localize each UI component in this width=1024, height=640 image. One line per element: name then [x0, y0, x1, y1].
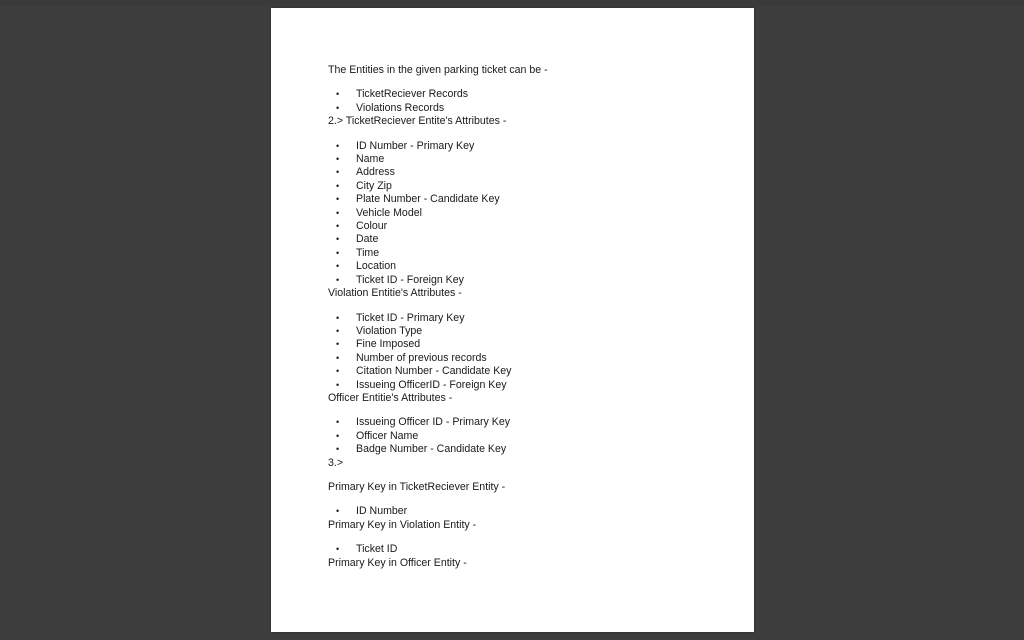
list-item	[328, 338, 738, 351]
violation-heading: Violation Entitie's Attributes -	[328, 287, 462, 300]
list-item-text: Number of previous records	[356, 351, 487, 364]
bullet-icon: •	[336, 221, 340, 232]
ticket-reciever-attributes-list	[328, 140, 738, 287]
list-item-text: Violation Type	[356, 324, 423, 337]
bullet-icon: •	[336, 247, 340, 258]
bullet-icon: •	[336, 194, 340, 205]
list-item	[328, 102, 738, 115]
section2-heading: 2.> TicketReciever Entite's Attributes -	[328, 115, 507, 128]
list-item	[328, 443, 738, 456]
bullet-icon: •	[336, 430, 340, 441]
bullet-icon: •	[336, 102, 340, 113]
bullet-icon: •	[336, 180, 340, 191]
list-item	[328, 153, 738, 166]
violation-attributes-list	[328, 312, 738, 392]
list-item-text: Badge Number - Candidate Key	[356, 443, 507, 456]
list-item	[328, 140, 738, 153]
bullet-icon: •	[336, 352, 340, 363]
entities-list	[328, 88, 738, 115]
list-item-text: Time	[356, 246, 380, 259]
list-item	[328, 379, 738, 392]
list-item	[328, 220, 738, 233]
list-item-text: Violations Records	[356, 101, 445, 114]
list-item	[328, 166, 738, 179]
section3-heading: 3.>	[328, 456, 344, 469]
list-item-text: Plate Number - Candidate Key	[356, 193, 500, 206]
list-item	[328, 193, 738, 206]
intro-text: The Entities in the given parking ticket can be -	[328, 64, 548, 76]
list-item	[328, 430, 738, 443]
list-item-text: Ticket ID - Foreign Key	[356, 273, 464, 286]
bullet-icon: •	[336, 417, 340, 428]
list-item-text: Name	[356, 153, 385, 166]
bullet-icon: •	[336, 444, 340, 455]
list-item-text: Citation Number - Candidate Key	[356, 365, 512, 378]
officer-heading: Officer Entitie's Attributes -	[328, 391, 453, 404]
list-item-text: City Zip	[356, 179, 392, 192]
list-item	[328, 312, 738, 325]
list-item-text: TicketReciever Records	[356, 88, 469, 101]
list-item	[328, 325, 738, 338]
list-item	[328, 274, 738, 287]
bullet-icon: •	[336, 140, 340, 151]
list-item-text: Fine Imposed	[356, 338, 421, 351]
bullet-icon: •	[336, 234, 340, 245]
list-item	[328, 207, 738, 220]
pk-ticket-reciever-heading: Primary Key in TicketReciever Entity -	[328, 480, 506, 493]
bullet-icon: •	[336, 544, 340, 555]
list-item	[328, 88, 738, 101]
bullet-icon: •	[336, 506, 340, 517]
list-item	[328, 505, 738, 518]
bullet-icon: •	[336, 154, 340, 165]
list-item-text: Colour	[356, 220, 388, 233]
list-item	[328, 416, 738, 429]
bullet-icon: •	[336, 339, 340, 350]
list-item-text: Address	[356, 166, 395, 179]
list-item	[328, 247, 738, 260]
list-item	[328, 352, 738, 365]
list-item-text: Vehicle Model	[356, 206, 422, 219]
list-item-text: Date	[356, 233, 379, 246]
list-item	[328, 233, 738, 246]
pk-violation-list	[328, 543, 738, 556]
pk-ticket-reciever-list	[328, 505, 738, 518]
pk-officer-heading: Primary Key in Officer Entity -	[328, 556, 467, 569]
bullet-icon: •	[336, 366, 340, 377]
page-content	[328, 64, 738, 570]
document-page	[271, 8, 754, 632]
list-item-text: Ticket ID	[356, 543, 398, 556]
list-item-text: Issueing Officer ID - Primary Key	[356, 416, 511, 429]
officer-attributes-list	[328, 416, 738, 456]
list-item-text: Officer Name	[356, 429, 419, 442]
bullet-icon: •	[336, 207, 340, 218]
bullet-icon: •	[336, 274, 340, 285]
list-item	[328, 365, 738, 378]
list-item-text: ID Number - Primary Key	[356, 139, 475, 152]
list-item-text: Location	[356, 260, 397, 273]
pk-violation-heading: Primary Key in Violation Entity -	[328, 518, 477, 531]
list-item-text: ID Number	[356, 505, 408, 518]
viewer-top-bar	[0, 0, 1024, 6]
bullet-icon: •	[336, 379, 340, 390]
list-item-text: Ticket ID - Primary Key	[356, 311, 465, 324]
list-item	[328, 260, 738, 273]
list-item	[328, 180, 738, 193]
list-item	[328, 543, 738, 556]
bullet-icon: •	[336, 167, 340, 178]
bullet-icon: •	[336, 261, 340, 272]
bullet-icon: •	[336, 312, 340, 323]
list-item-text: Issueing OfficerID - Foreign Key	[356, 378, 507, 391]
bullet-icon: •	[336, 89, 340, 100]
bullet-icon: •	[336, 325, 340, 336]
